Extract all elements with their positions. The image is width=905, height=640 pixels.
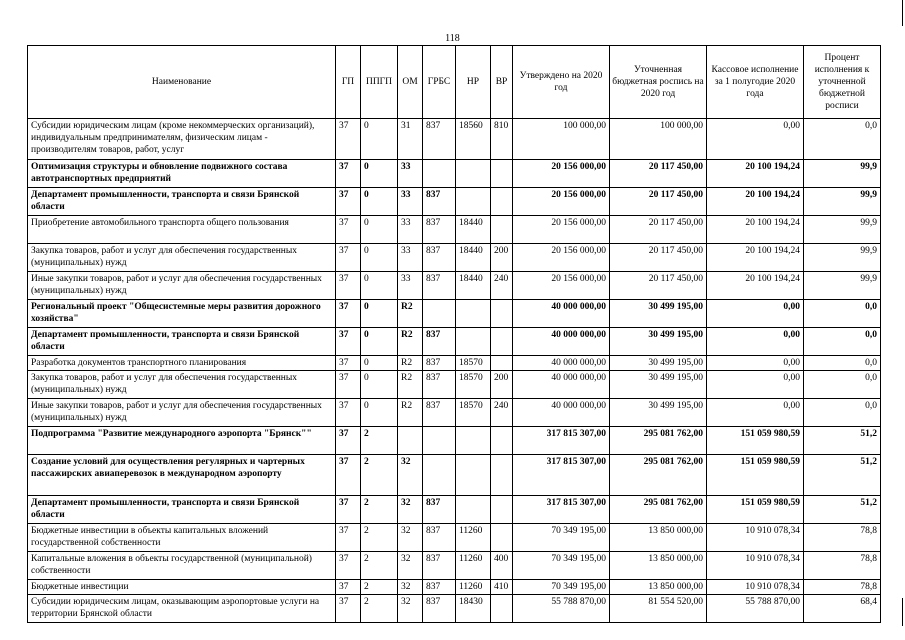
cell-name: Субсидии юридическим лицам (кроме некоммерческих организаций), индивидуальным предпринимателям, физическим лицам - производителям товаров, работ, услуг — [28, 119, 336, 160]
table-header-row — [28, 46, 881, 119]
cell-refined: 81 554 520,00 — [610, 595, 707, 623]
cell-grbs: 837 — [423, 580, 456, 595]
table-row — [28, 272, 881, 300]
cell-refined: 30 499 195,00 — [610, 399, 707, 427]
cell-cash: 0,00 — [707, 371, 804, 399]
cell-name: Бюджетные инвестиции в объекты капитальных вложений государственной собственности — [28, 524, 336, 552]
cell-percent: 51,2 — [804, 427, 881, 455]
table-row — [28, 188, 881, 216]
cell-ppgp: 2 — [361, 552, 398, 580]
cell-percent: 0,0 — [804, 300, 881, 328]
cell-approved: 40 000 000,00 — [513, 399, 610, 427]
cell-nr: 11260 — [456, 580, 491, 595]
cell-nr — [456, 300, 491, 328]
header-ppgp: ППГП — [361, 46, 398, 119]
cell-om — [398, 427, 423, 455]
cell-om: 32 — [398, 552, 423, 580]
cell-gp: 37 — [336, 427, 361, 455]
cell-vr — [491, 356, 513, 371]
cell-nr: 18570 — [456, 371, 491, 399]
cell-percent: 78,8 — [804, 524, 881, 552]
cell-name: Региональный проект "Общесистемные меры развития дорожного хозяйства" — [28, 300, 336, 328]
cell-om: 32 — [398, 455, 423, 496]
cell-gp: 37 — [336, 216, 361, 244]
cell-gp: 37 — [336, 496, 361, 524]
cell-percent: 0,0 — [804, 371, 881, 399]
cell-vr: 400 — [491, 552, 513, 580]
cell-nr — [456, 455, 491, 496]
cell-percent: 0,0 — [804, 119, 881, 160]
cell-om: R2 — [398, 300, 423, 328]
cell-vr: 200 — [491, 244, 513, 272]
cell-grbs: 837 — [423, 188, 456, 216]
cell-grbs: 837 — [423, 328, 456, 356]
cell-refined: 295 081 762,00 — [610, 455, 707, 496]
cell-gp: 37 — [336, 580, 361, 595]
cell-percent: 99,9 — [804, 160, 881, 188]
cell-gp: 37 — [336, 595, 361, 623]
cell-vr — [491, 216, 513, 244]
cell-name: Иные закупки товаров, работ и услуг для обеспечения государственных (муниципальных) нужд — [28, 399, 336, 427]
cell-cash: 151 059 980,59 — [707, 455, 804, 496]
cell-om: 33 — [398, 244, 423, 272]
cell-cash: 20 100 194,24 — [707, 216, 804, 244]
cell-nr: 18560 — [456, 119, 491, 160]
cell-refined: 13 850 000,00 — [610, 580, 707, 595]
cell-ppgp: 0 — [361, 272, 398, 300]
cell-refined: 30 499 195,00 — [610, 356, 707, 371]
cell-nr: 18430 — [456, 595, 491, 623]
table-row — [28, 356, 881, 371]
cell-refined: 20 117 450,00 — [610, 188, 707, 216]
cell-cash: 151 059 980,59 — [707, 427, 804, 455]
cell-vr — [491, 496, 513, 524]
cell-percent: 0,0 — [804, 399, 881, 427]
cell-nr: 11260 — [456, 552, 491, 580]
cell-cash: 20 100 194,24 — [707, 160, 804, 188]
cell-ppgp: 2 — [361, 524, 398, 552]
cell-om: 33 — [398, 160, 423, 188]
cell-gp: 37 — [336, 119, 361, 160]
cell-refined: 100 000,00 — [610, 119, 707, 160]
cell-percent: 99,9 — [804, 216, 881, 244]
cell-nr — [456, 496, 491, 524]
cell-name: Разработка документов транспортного планирования — [28, 356, 336, 371]
cell-refined: 30 499 195,00 — [610, 371, 707, 399]
cell-percent: 99,9 — [804, 188, 881, 216]
cell-grbs: 837 — [423, 524, 456, 552]
table-row — [28, 580, 881, 595]
table-row — [28, 427, 881, 455]
cell-nr — [456, 427, 491, 455]
cell-vr: 200 — [491, 371, 513, 399]
cell-om: 32 — [398, 524, 423, 552]
cell-name: Приобретение автомобильного транспорта общего пользования — [28, 216, 336, 244]
header-refined: Уточненная бюджетная роспись на 2020 год — [610, 46, 707, 119]
cell-vr — [491, 427, 513, 455]
cell-cash: 20 100 194,24 — [707, 244, 804, 272]
cell-approved: 70 349 195,00 — [513, 552, 610, 580]
cell-name: Подпрограмма "Развитие международного аэропорта "Брянск"" — [28, 427, 336, 455]
cell-percent: 99,9 — [804, 244, 881, 272]
page-edge-mark-bottom — [902, 598, 903, 626]
cell-refined: 20 117 450,00 — [610, 244, 707, 272]
cell-refined: 30 499 195,00 — [610, 328, 707, 356]
cell-percent: 51,2 — [804, 455, 881, 496]
header-grbs: ГРБС — [423, 46, 456, 119]
cell-name: Закупка товаров, работ и услуг для обеспечения государственных (муниципальных) нужд — [28, 371, 336, 399]
cell-grbs: 837 — [423, 371, 456, 399]
cell-om: 33 — [398, 272, 423, 300]
cell-cash: 0,00 — [707, 119, 804, 160]
cell-cash: 0,00 — [707, 300, 804, 328]
cell-name: Департамент промышленности, транспорта и связи Брянской области — [28, 496, 336, 524]
cell-ppgp: 0 — [361, 188, 398, 216]
cell-ppgp: 2 — [361, 455, 398, 496]
cell-ppgp: 2 — [361, 595, 398, 623]
cell-approved: 40 000 000,00 — [513, 356, 610, 371]
cell-grbs — [423, 160, 456, 188]
table-row — [28, 524, 881, 552]
cell-cash: 10 910 078,34 — [707, 580, 804, 595]
cell-vr — [491, 188, 513, 216]
cell-nr: 18570 — [456, 399, 491, 427]
cell-percent: 0,0 — [804, 356, 881, 371]
cell-gp: 37 — [336, 272, 361, 300]
cell-vr: 410 — [491, 580, 513, 595]
cell-ppgp: 0 — [361, 300, 398, 328]
cell-approved: 70 349 195,00 — [513, 580, 610, 595]
cell-nr: 18440 — [456, 216, 491, 244]
table-row — [28, 216, 881, 244]
cell-vr — [491, 300, 513, 328]
cell-ppgp: 0 — [361, 160, 398, 188]
cell-om: 33 — [398, 216, 423, 244]
cell-name: Бюджетные инвестиции — [28, 580, 336, 595]
cell-grbs: 837 — [423, 119, 456, 160]
cell-gp: 37 — [336, 300, 361, 328]
cell-name: Создание условий для осуществления регулярных и чартерных пассажирских авиаперевозок в международном аэропорту — [28, 455, 336, 496]
cell-grbs: 837 — [423, 399, 456, 427]
cell-gp: 37 — [336, 552, 361, 580]
cell-refined: 20 117 450,00 — [610, 216, 707, 244]
cell-grbs: 837 — [423, 496, 456, 524]
table-row — [28, 160, 881, 188]
cell-name: Иные закупки товаров, работ и услуг для обеспечения государственных (муниципальных) нужд — [28, 272, 336, 300]
cell-approved: 20 156 000,00 — [513, 160, 610, 188]
header-cash: Кассовое исполнение за 1 полугодие 2020 года — [707, 46, 804, 119]
cell-vr: 240 — [491, 272, 513, 300]
cell-gp: 37 — [336, 160, 361, 188]
cell-grbs: 837 — [423, 216, 456, 244]
header-vr: ВР — [491, 46, 513, 119]
cell-ppgp: 0 — [361, 119, 398, 160]
cell-grbs: 837 — [423, 244, 456, 272]
cell-grbs: 837 — [423, 595, 456, 623]
cell-ppgp: 0 — [361, 216, 398, 244]
cell-om: 33 — [398, 188, 423, 216]
cell-vr: 810 — [491, 119, 513, 160]
cell-cash: 10 910 078,34 — [707, 552, 804, 580]
cell-cash: 55 788 870,00 — [707, 595, 804, 623]
table-row — [28, 300, 881, 328]
table-row — [28, 244, 881, 272]
cell-percent: 78,8 — [804, 552, 881, 580]
cell-refined: 13 850 000,00 — [610, 524, 707, 552]
cell-cash: 0,00 — [707, 328, 804, 356]
table-row — [28, 371, 881, 399]
cell-cash: 0,00 — [707, 399, 804, 427]
cell-om: 32 — [398, 595, 423, 623]
cell-nr — [456, 328, 491, 356]
cell-percent: 68,4 — [804, 595, 881, 623]
cell-om: 32 — [398, 580, 423, 595]
cell-name: Департамент промышленности, транспорта и связи Брянской области — [28, 188, 336, 216]
cell-vr — [491, 595, 513, 623]
cell-approved: 40 000 000,00 — [513, 371, 610, 399]
cell-om: R2 — [398, 328, 423, 356]
cell-nr — [456, 160, 491, 188]
cell-refined: 295 081 762,00 — [610, 427, 707, 455]
cell-ppgp: 0 — [361, 371, 398, 399]
cell-cash: 20 100 194,24 — [707, 272, 804, 300]
header-percent: Процент исполнения к уточненной бюджетной росписи — [804, 46, 881, 119]
header-om: ОМ — [398, 46, 423, 119]
header-nr: НР — [456, 46, 491, 119]
cell-gp: 37 — [336, 356, 361, 371]
cell-om: R2 — [398, 399, 423, 427]
cell-cash: 10 910 078,34 — [707, 524, 804, 552]
cell-vr — [491, 455, 513, 496]
cell-gp: 37 — [336, 244, 361, 272]
page-number: 118 — [445, 33, 460, 44]
cell-refined: 20 117 450,00 — [610, 160, 707, 188]
cell-cash: 20 100 194,24 — [707, 188, 804, 216]
page-edge-mark-top — [902, 0, 903, 26]
table-row — [28, 496, 881, 524]
cell-approved: 70 349 195,00 — [513, 524, 610, 552]
cell-nr — [456, 188, 491, 216]
cell-om: R2 — [398, 371, 423, 399]
cell-approved: 20 156 000,00 — [513, 272, 610, 300]
cell-cash: 151 059 980,59 — [707, 496, 804, 524]
cell-nr: 18440 — [456, 244, 491, 272]
cell-ppgp: 0 — [361, 328, 398, 356]
header-gp: ГП — [336, 46, 361, 119]
cell-grbs — [423, 300, 456, 328]
cell-approved: 317 815 307,00 — [513, 455, 610, 496]
budget-execution-table — [27, 45, 881, 623]
cell-refined: 13 850 000,00 — [610, 552, 707, 580]
cell-name: Оптимизация структуры и обновление подвижного состава автотранспортных предприятий — [28, 160, 336, 188]
cell-gp: 37 — [336, 328, 361, 356]
table-row — [28, 119, 881, 160]
cell-name: Капитальные вложения в объекты государственной (муниципальной) собственности — [28, 552, 336, 580]
cell-grbs: 837 — [423, 552, 456, 580]
cell-ppgp: 0 — [361, 399, 398, 427]
cell-refined: 20 117 450,00 — [610, 272, 707, 300]
cell-grbs: 837 — [423, 272, 456, 300]
cell-approved: 40 000 000,00 — [513, 328, 610, 356]
cell-name: Субсидии юридическим лицам, оказывающим аэропортовые услуги на территории Брянской области — [28, 595, 336, 623]
table-body — [28, 119, 881, 623]
cell-refined: 295 081 762,00 — [610, 496, 707, 524]
cell-gp: 37 — [336, 371, 361, 399]
cell-gp: 37 — [336, 524, 361, 552]
cell-name: Департамент промышленности, транспорта и связи Брянской области — [28, 328, 336, 356]
table-row — [28, 328, 881, 356]
header-name: Наименование — [28, 46, 336, 119]
cell-grbs — [423, 427, 456, 455]
cell-approved: 40 000 000,00 — [513, 300, 610, 328]
cell-vr — [491, 160, 513, 188]
cell-vr — [491, 328, 513, 356]
cell-name: Закупка товаров, работ и услуг для обеспечения государственных (муниципальных) нужд — [28, 244, 336, 272]
header-approved: Утверждено на 2020 год — [513, 46, 610, 119]
cell-approved: 100 000,00 — [513, 119, 610, 160]
cell-percent: 78,8 — [804, 580, 881, 595]
cell-grbs — [423, 455, 456, 496]
cell-ppgp: 2 — [361, 427, 398, 455]
cell-vr — [491, 524, 513, 552]
cell-ppgp: 0 — [361, 356, 398, 371]
cell-om: 32 — [398, 496, 423, 524]
cell-approved: 55 788 870,00 — [513, 595, 610, 623]
table-row — [28, 455, 881, 496]
cell-grbs: 837 — [423, 356, 456, 371]
table-row — [28, 595, 881, 623]
cell-percent: 0,0 — [804, 328, 881, 356]
cell-ppgp: 2 — [361, 496, 398, 524]
cell-gp: 37 — [336, 188, 361, 216]
cell-gp: 37 — [336, 455, 361, 496]
cell-approved: 317 815 307,00 — [513, 496, 610, 524]
cell-approved: 317 815 307,00 — [513, 427, 610, 455]
cell-approved: 20 156 000,00 — [513, 188, 610, 216]
cell-cash: 0,00 — [707, 356, 804, 371]
cell-om: 31 — [398, 119, 423, 160]
cell-refined: 30 499 195,00 — [610, 300, 707, 328]
cell-nr: 18570 — [456, 356, 491, 371]
cell-om: R2 — [398, 356, 423, 371]
cell-nr: 11260 — [456, 524, 491, 552]
cell-percent: 51,2 — [804, 496, 881, 524]
cell-nr: 18440 — [456, 272, 491, 300]
cell-gp: 37 — [336, 399, 361, 427]
table-row — [28, 552, 881, 580]
cell-ppgp: 0 — [361, 244, 398, 272]
cell-vr: 240 — [491, 399, 513, 427]
cell-approved: 20 156 000,00 — [513, 216, 610, 244]
cell-percent: 99,9 — [804, 272, 881, 300]
cell-approved: 20 156 000,00 — [513, 244, 610, 272]
table-row — [28, 399, 881, 427]
cell-ppgp: 2 — [361, 580, 398, 595]
